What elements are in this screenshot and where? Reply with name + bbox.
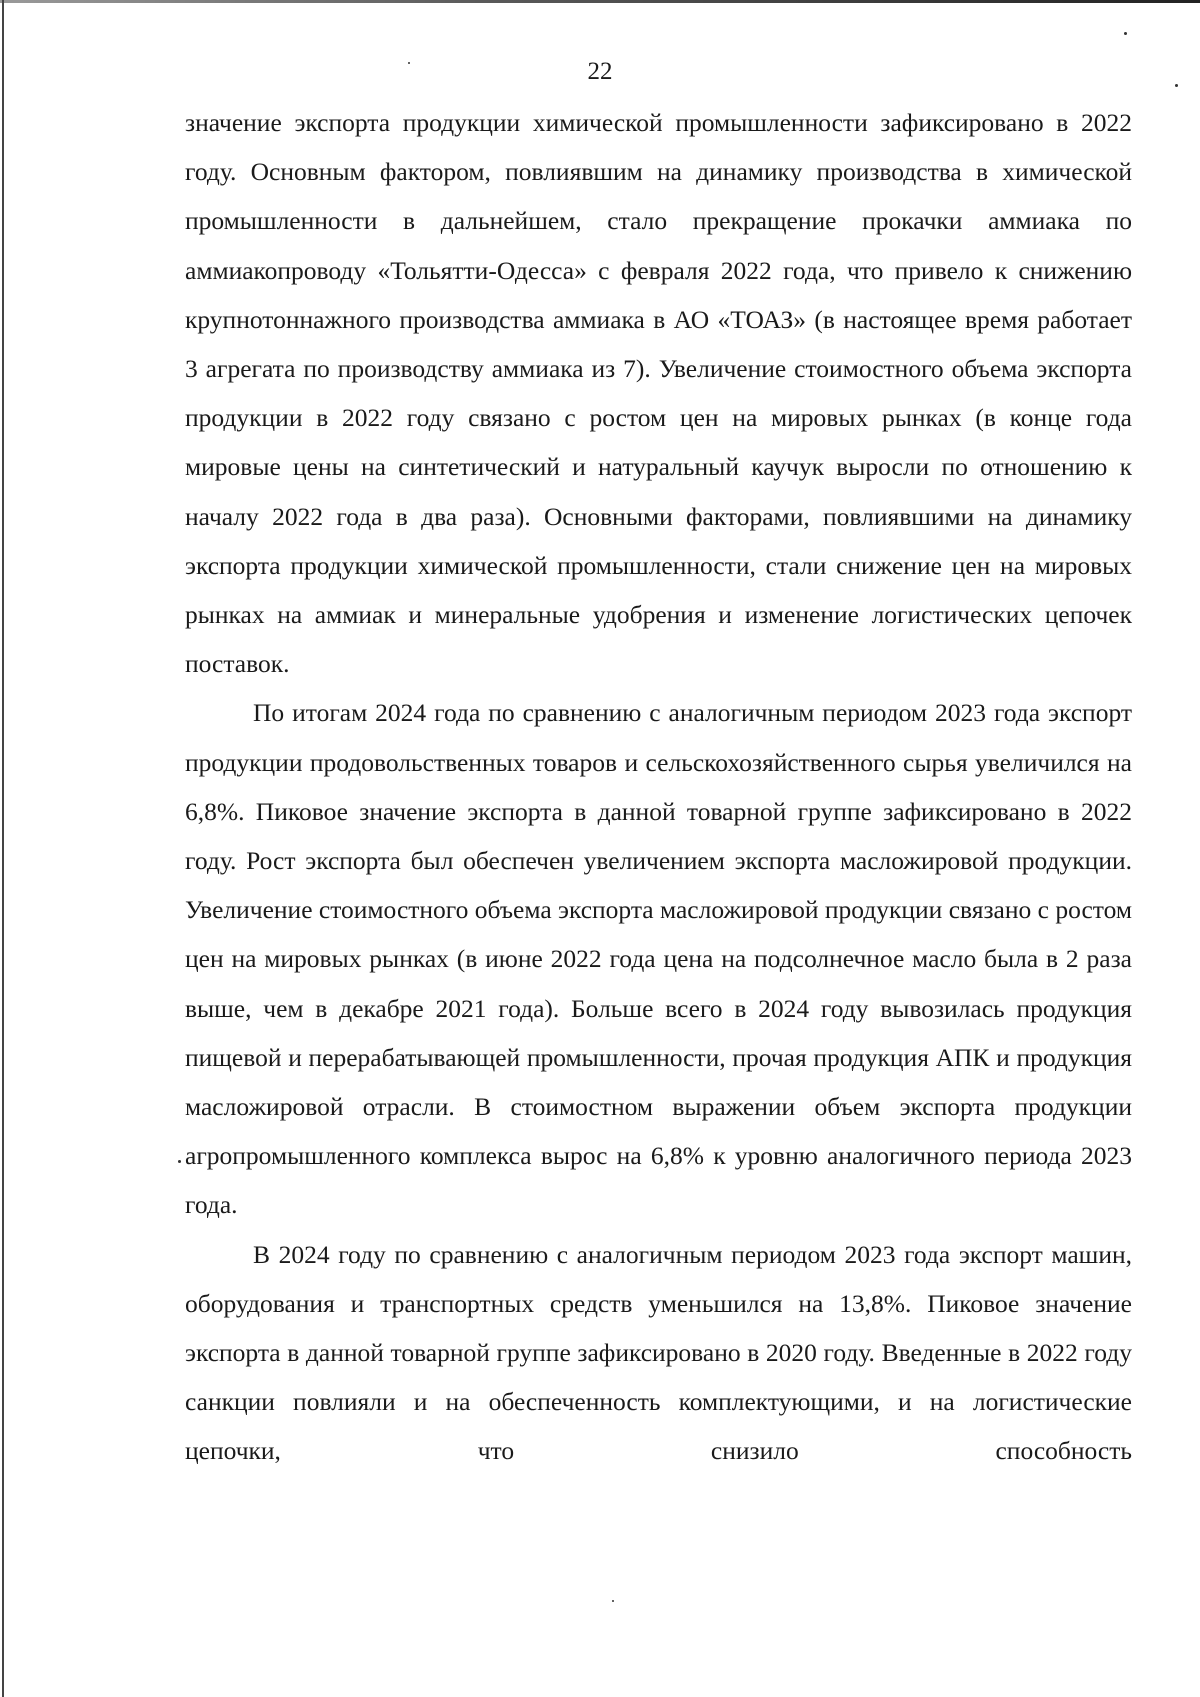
scan-speck [1124,32,1127,35]
paragraph-chemical-export: значение экспорта продукции химической промышленности зафиксировано в 2022 году. Основным фактором, повлиявшим на динамику производства в химической промышленности в дальнейшем, стало прекращение прокачки аммиака по аммиакопроводу «Тольятти-Одесса» с февраля 2022 года, что привело к снижению крупнотоннажного производства аммиака в АО «ТОАЗ» (в настоящее время работает 3 агрегата по производству аммиака из 7). Увеличение стоимостного объема экспорта продукции в 2022 году связано с ростом цен на мировых рынках (в конце года мировые цены на синтетический и натуральный каучук выросли по отношению к началу 2022 года в два раза). Основными факторами, повлиявшими на динамику экспорта продукции химической промышленности, стали снижение цен на мировых рынках на аммиак и минеральные удобрения и изменение логистических цепочек поставок. [185,108,1132,679]
scan-speck [178,1160,181,1163]
document-body [185,98,1132,1476]
page-number: 22 [587,58,613,85]
paragraph-machinery-export: В 2024 году по сравнению с аналогичным периодом 2023 года экспорт машин, оборудования и транспортных средств уменьшился на 13,8%. Пиковое значение экспорта в данной товарной группе зафиксировано в 2020 году. Введенные в 2022 году санкции повлияли и на обеспеченность комплектующими, и на логистические цепочки, что снизило способность [185,1239,1132,1466]
scan-speck [612,1600,614,1602]
scan-top-edge [0,0,1200,3]
paragraph-food-export: По итогам 2024 года по сравнению с аналогичным периодом 2023 года экспорт продукции продовольственных товаров и сельскохозяйственного сырья увеличился на 6,8%. Пиковое значение экспорта в данной товарной группе зафиксировано в 2022 году. Рост экспорта был обеспечен увеличением экспорта масложировой продукции. Увеличение стоимостного объема экспорта масложировой продукции связано с ростом цен на мировых рынках (в июне 2022 года цена на подсолнечное масло была в 2 раза выше, чем в декабре 2021 года). Больше всего в 2024 году вывозилась продукция пищевой и перерабатывающей промышленности, прочая продукция АПК и продукция масложировой отрасли. В стоимостном выражении объем экспорта продукции агропромышленного комплекса вырос на 6,8% к уровню аналогичного периода 2023 года. [185,698,1132,1220]
scan-left-edge [2,0,4,1697]
